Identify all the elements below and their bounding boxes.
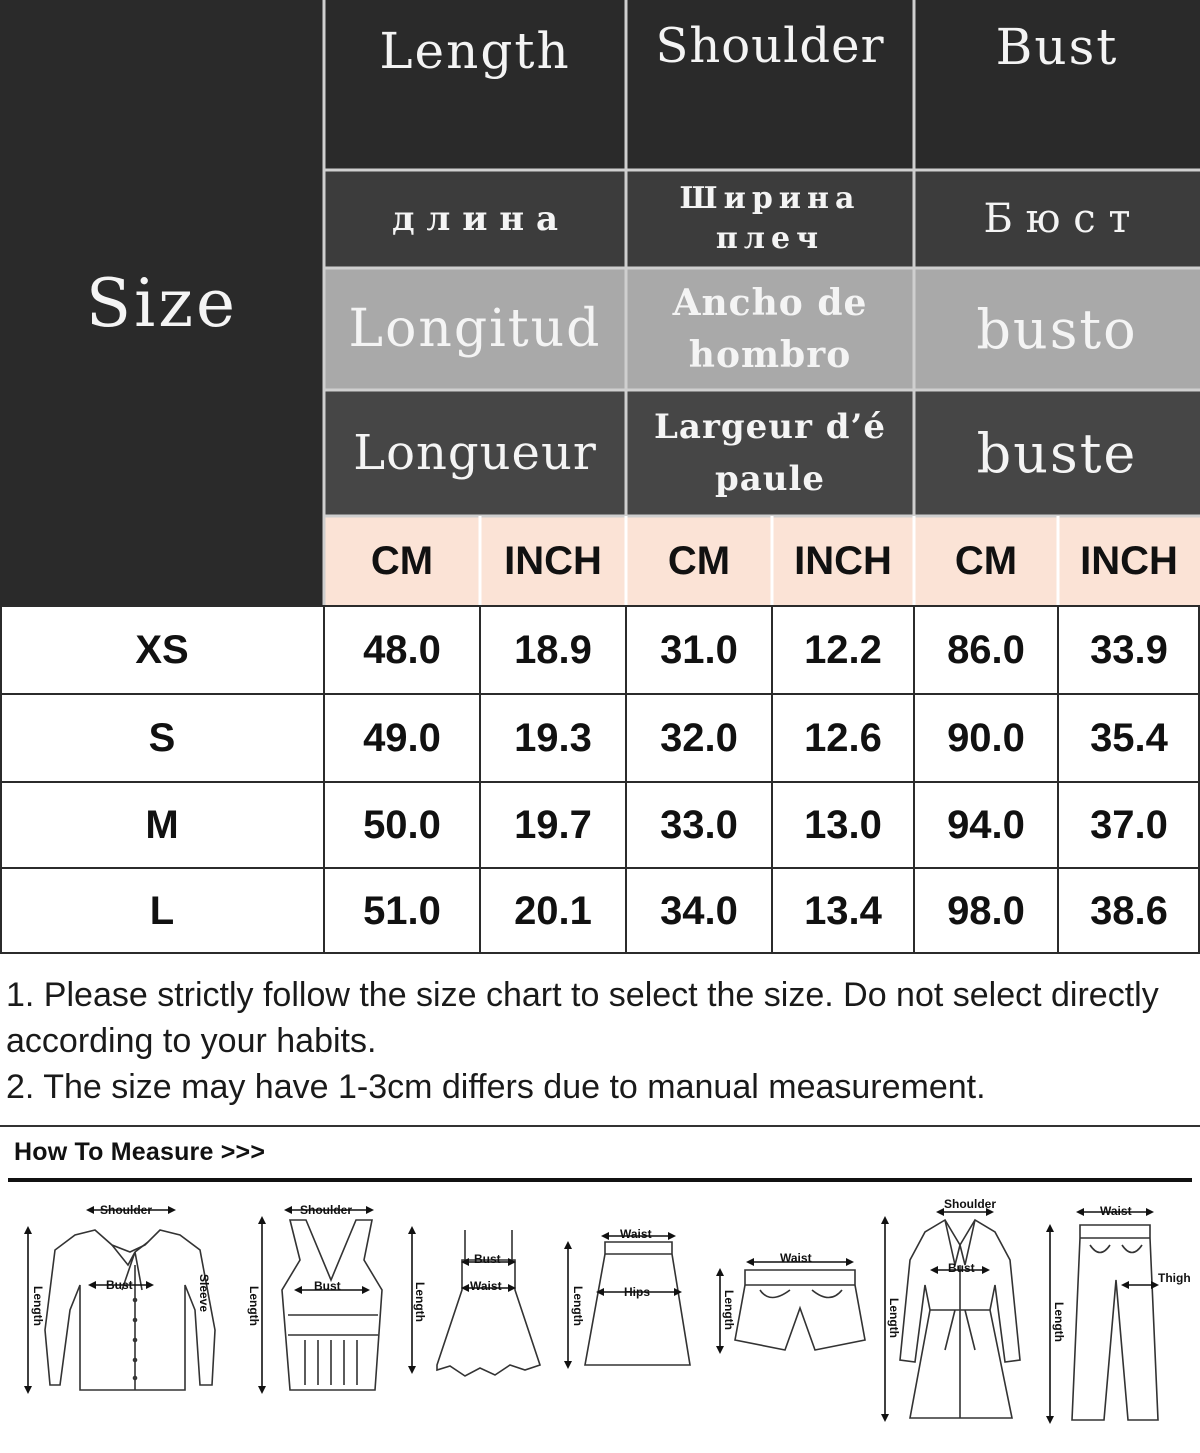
note-1: 1. Please strictly follow the size chart to select the size. Do not select directly according to your habits. bbox=[6, 976, 1159, 1060]
row-size-l: L bbox=[0, 868, 324, 954]
value-cell: 50.0 bbox=[324, 782, 480, 868]
value-cell: 31.0 bbox=[626, 606, 772, 694]
blouse-icon bbox=[28, 1210, 215, 1390]
length-header-english: Length bbox=[324, 0, 626, 170]
value-cell: 33.9 bbox=[1058, 606, 1200, 694]
label-waist: Waist bbox=[1100, 1204, 1132, 1218]
value-cell: 94.0 bbox=[914, 782, 1058, 868]
label-bust: Bust bbox=[106, 1278, 133, 1292]
skirt-icon bbox=[568, 1236, 690, 1365]
note-2: 2. The size may have 1-3cm differs due to manual measurement. bbox=[6, 1068, 986, 1106]
size-notes bbox=[6, 972, 1196, 1110]
bust-header-spanish: busto bbox=[914, 268, 1200, 390]
value-cell: 13.0 bbox=[772, 782, 914, 868]
label-length: Length bbox=[247, 1286, 261, 1326]
divider bbox=[8, 1178, 1192, 1182]
unit-bust-inch: INCH bbox=[1058, 516, 1200, 606]
length-header-russian: д л и н а bbox=[324, 170, 626, 268]
coat-icon bbox=[885, 1212, 1020, 1418]
label-length: Length bbox=[413, 1282, 427, 1322]
value-cell: 49.0 bbox=[324, 694, 480, 782]
size-header-label: Size bbox=[85, 264, 239, 342]
value-cell: 98.0 bbox=[914, 868, 1058, 954]
label-length: Length bbox=[1052, 1302, 1066, 1342]
label-length: Length bbox=[571, 1286, 585, 1326]
length-header-spanish: Longitud bbox=[324, 268, 626, 390]
value-cell: 38.6 bbox=[1058, 868, 1200, 954]
shoulder-header-spanish: Ancho de hombro bbox=[626, 268, 914, 390]
value-cell: 12.6 bbox=[772, 694, 914, 782]
shoulder-header-russian: Ширина плеч bbox=[626, 170, 914, 268]
unit-length-cm: CM bbox=[324, 516, 480, 606]
row-size-s: S bbox=[0, 694, 324, 782]
label-thigh: Thigh bbox=[1158, 1271, 1191, 1285]
value-cell: 48.0 bbox=[324, 606, 480, 694]
size-header-cell bbox=[0, 0, 324, 606]
measurement-diagrams bbox=[0, 1190, 1200, 1450]
label-shoulder: Shoulder bbox=[944, 1197, 997, 1211]
shorts-icon bbox=[720, 1262, 865, 1350]
unit-bust-cm: CM bbox=[914, 516, 1058, 606]
how-to-measure-title: How To Measure >>> bbox=[14, 1138, 266, 1166]
label-sleeve: Sleeve bbox=[197, 1274, 211, 1313]
label-bust: Bust bbox=[474, 1252, 501, 1266]
value-cell: 12.2 bbox=[772, 606, 914, 694]
label-length: Length bbox=[31, 1286, 45, 1326]
label-length: Length bbox=[887, 1298, 901, 1338]
length-header-french: Longueur bbox=[324, 390, 626, 516]
value-cell: 32.0 bbox=[626, 694, 772, 782]
label-waist: Waist bbox=[780, 1251, 812, 1265]
bust-header-english: Bust bbox=[914, 0, 1200, 170]
value-cell: 18.9 bbox=[480, 606, 626, 694]
label-waist: Waist bbox=[470, 1279, 502, 1293]
value-cell: 19.7 bbox=[480, 782, 626, 868]
shoulder-header-french: Largeur d’é paule bbox=[626, 390, 914, 516]
divider bbox=[0, 1125, 1200, 1127]
value-cell: 13.4 bbox=[772, 868, 914, 954]
bust-header-russian: Б ю с т bbox=[914, 170, 1200, 268]
label-bust: Bust bbox=[314, 1279, 341, 1293]
shoulder-header-english: Shoulder bbox=[626, 0, 914, 170]
bust-header-french: buste bbox=[914, 390, 1200, 516]
label-waist: Waist bbox=[620, 1227, 652, 1241]
row-size-m: M bbox=[0, 782, 324, 868]
label-hips: Hips bbox=[624, 1285, 651, 1299]
row-size-xs: XS bbox=[0, 606, 324, 694]
value-cell: 51.0 bbox=[324, 868, 480, 954]
value-cell: 34.0 bbox=[626, 868, 772, 954]
value-cell: 33.0 bbox=[626, 782, 772, 868]
value-cell: 86.0 bbox=[914, 606, 1058, 694]
unit-shoulder-inch: INCH bbox=[772, 516, 914, 606]
value-cell: 37.0 bbox=[1058, 782, 1200, 868]
value-cell: 35.4 bbox=[1058, 694, 1200, 782]
label-shoulder: Shoulder bbox=[100, 1203, 153, 1217]
unit-shoulder-cm: CM bbox=[626, 516, 772, 606]
label-shoulder: Shoulder bbox=[300, 1203, 353, 1217]
label-bust: Bust bbox=[948, 1261, 975, 1275]
value-cell: 19.3 bbox=[480, 694, 626, 782]
tank-top-icon bbox=[262, 1210, 382, 1390]
value-cell: 20.1 bbox=[480, 868, 626, 954]
unit-length-inch: INCH bbox=[480, 516, 626, 606]
value-cell: 90.0 bbox=[914, 694, 1058, 782]
label-length: Length bbox=[722, 1290, 736, 1330]
